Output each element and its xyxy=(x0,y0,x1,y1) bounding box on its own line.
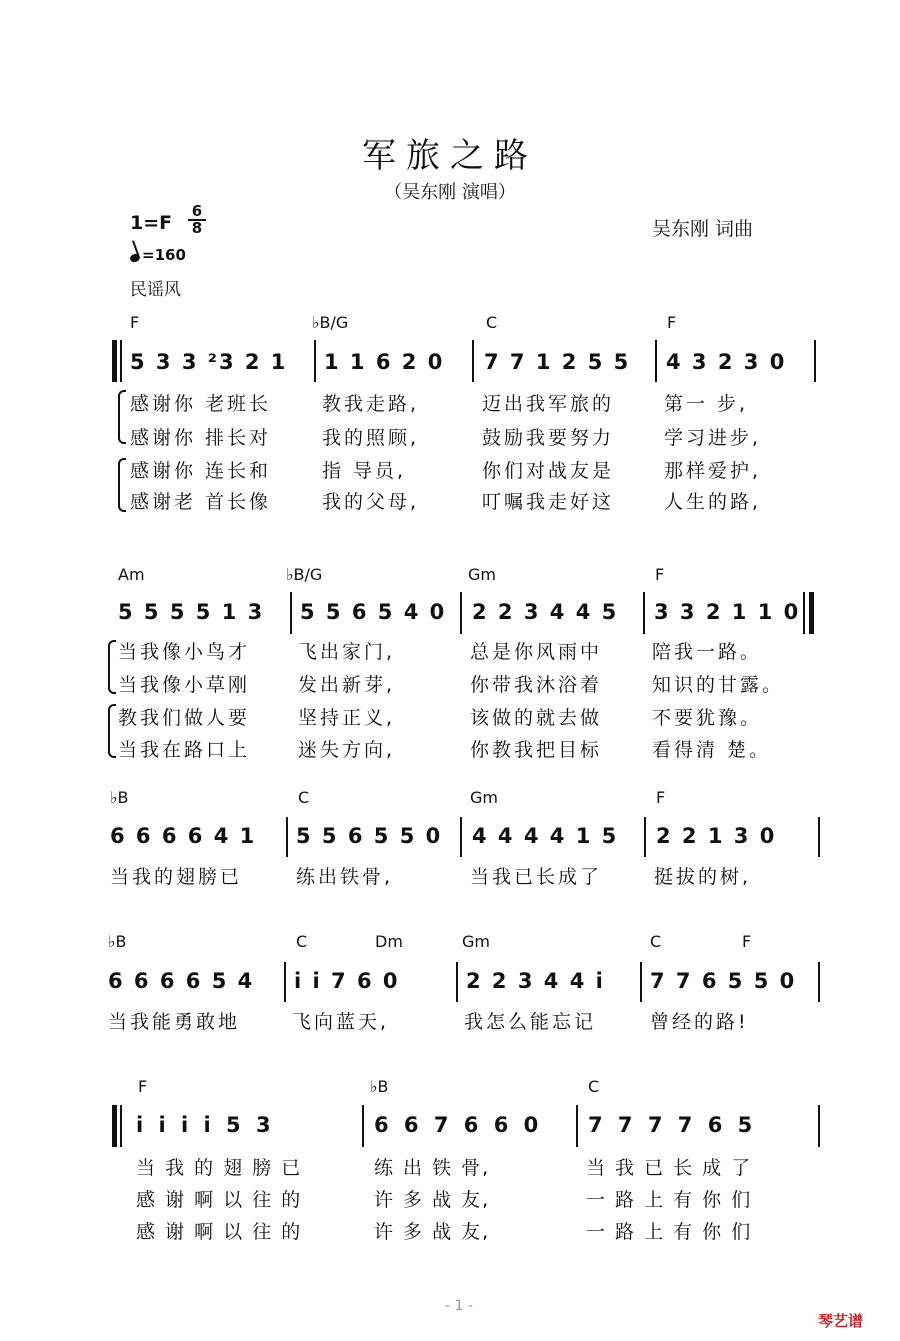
measure-notes: 6 6 7 6 6 0 xyxy=(374,1113,543,1137)
barline xyxy=(286,817,288,857)
chord-symbol: Gm xyxy=(470,788,498,807)
lyric-segment: 我的父母, xyxy=(322,491,420,513)
barline xyxy=(460,592,462,634)
repeat-start-barline xyxy=(112,1105,117,1147)
lyric-segment: 感谢老 首长像 xyxy=(130,491,272,513)
lyric-segment: 许 多 战 友, xyxy=(374,1221,491,1243)
measure-notes: 6 6 6 6 5 4 xyxy=(108,969,255,993)
lyric-segment: 你带我沐浴着 xyxy=(470,674,603,696)
page-number: - 1 - xyxy=(445,1298,473,1314)
lyric-segment: 我怎么能忘记 xyxy=(464,1011,597,1033)
chord-symbol: F xyxy=(742,932,752,951)
measure-notes: 2 2 3 4 4 5 xyxy=(472,600,619,624)
barline xyxy=(576,1105,578,1147)
lyric-segment: 你教我把目标 xyxy=(470,739,603,761)
measure-notes: 7 7 6 5 5 0 xyxy=(650,969,797,993)
lyric-segment: 感 谢 啊 以 往 的 xyxy=(136,1189,303,1211)
chord-symbol: C xyxy=(650,932,662,951)
lyric-segment: 当我的翅膀已 xyxy=(110,866,243,888)
tempo-mark: =160 xyxy=(130,246,186,264)
chord-symbol: C xyxy=(588,1077,600,1096)
chord-symbol: F xyxy=(138,1077,148,1096)
lyric-segment: 教我走路, xyxy=(322,393,420,415)
measure-notes: 6 6 6 6 4 1 xyxy=(110,824,257,848)
lyric-segment: 第一 步, xyxy=(664,393,749,415)
lyric-segment: 当 我 的 翅 膀 已 xyxy=(136,1157,303,1179)
lyric-segment: 鼓励我要努力 xyxy=(482,427,615,449)
chord-symbol: ♭B xyxy=(108,932,127,951)
measure-notes: 4 3 2 3 0 xyxy=(666,350,787,374)
barline xyxy=(655,340,657,382)
lyric-segment: 学习进步, xyxy=(664,427,762,449)
barline xyxy=(314,340,316,382)
measure-notes: 5 3 3 ²3 2 1 xyxy=(130,350,288,374)
lyric-segment: 当我像小鸟才 xyxy=(118,641,251,663)
lyric-segment: 陪我一路。 xyxy=(652,641,763,663)
lyric-segment: 当我像小草刚 xyxy=(118,674,251,696)
lyric-segment: 叮嘱我走好这 xyxy=(482,491,615,513)
measure-notes: 7 7 7 7 6 5 xyxy=(588,1113,757,1137)
chord-symbol: F xyxy=(655,565,665,584)
measure-notes: i i 7 6 0 xyxy=(294,969,400,993)
lyric-segment: 迈出我军旅的 xyxy=(482,393,615,415)
measure-notes: 7 7 1 2 5 5 xyxy=(484,350,631,374)
verse-brace xyxy=(108,704,116,758)
lyric-segment: 当 我 已 长 成 了 xyxy=(586,1157,753,1179)
measure-notes: 4 4 4 4 1 5 xyxy=(472,824,619,848)
barline xyxy=(456,962,458,1002)
lyric-segment: 知识的甘露。 xyxy=(652,674,785,696)
barline xyxy=(362,1105,364,1147)
lyric-segment: 飞向蓝天, xyxy=(292,1011,390,1033)
chord-symbol: Gm xyxy=(468,565,496,584)
lyric-segment: 发出新芽, xyxy=(298,674,396,696)
barline xyxy=(640,962,642,1002)
chord-symbol: ♭B xyxy=(110,788,129,807)
barline xyxy=(818,817,820,857)
measure-notes: 1 1 6 2 0 xyxy=(324,350,445,374)
chord-symbol: F xyxy=(656,788,666,807)
barline xyxy=(120,1105,122,1147)
lyric-segment: 我的照顾, xyxy=(322,427,420,449)
chord-symbol: C xyxy=(296,932,308,951)
barline xyxy=(818,962,820,1002)
repeat-end-barline xyxy=(803,592,805,634)
lyric-segment: 曾经的路! xyxy=(650,1011,749,1033)
quarter-note-icon xyxy=(129,253,141,264)
lyric-segment: 教我们做人要 xyxy=(118,707,251,729)
lyric-segment: 总是你风雨中 xyxy=(470,641,603,663)
lyric-segment: 感谢你 老班长 xyxy=(130,393,272,415)
lyric-segment: 许 多 战 友, xyxy=(374,1189,491,1211)
lyric-segment: 人生的路, xyxy=(664,491,762,513)
measure-notes: 5 5 6 5 4 0 xyxy=(300,600,447,624)
repeat-start-barline xyxy=(112,340,117,382)
measure-notes: 2 2 1 3 0 xyxy=(656,824,777,848)
chord-symbol: F xyxy=(130,313,140,332)
barline xyxy=(460,817,462,857)
lyric-segment: 练 出 铁 骨, xyxy=(374,1157,491,1179)
time-sig-numerator: 6 xyxy=(188,204,206,221)
barline xyxy=(814,340,816,382)
measure-notes: 2 2 3 4 4 i xyxy=(466,969,605,993)
lyric-segment: 那样爱护, xyxy=(664,460,762,482)
chord-symbol: Dm xyxy=(375,932,403,951)
chord-symbol: Am xyxy=(118,565,145,584)
chord-symbol: ♭B/G xyxy=(286,565,323,584)
measure-notes: 3 3 2 1 1 0 xyxy=(654,600,801,624)
lyric-segment: 感谢你 排长对 xyxy=(130,427,272,449)
barline xyxy=(290,592,292,634)
lyric-segment: 该做的就去做 xyxy=(470,707,603,729)
lyric-segment: 挺拔的树, xyxy=(654,866,752,888)
composer-credit: 吴东刚 词曲 xyxy=(652,218,754,240)
lyric-segment: 迷失方向, xyxy=(298,739,396,761)
lyric-segment: 练出铁骨, xyxy=(296,866,394,888)
measure-notes: i i i i 5 3 xyxy=(136,1113,275,1137)
lyric-segment: 当我能勇敢地 xyxy=(108,1011,241,1033)
barline xyxy=(472,340,474,382)
site-logo: 琴艺谱 xyxy=(818,1312,864,1330)
chord-symbol: ♭B/G xyxy=(312,313,349,332)
performer-subtitle: （吴东刚 演唱） xyxy=(384,182,516,203)
repeat-end-barline xyxy=(809,592,814,634)
lyric-segment: 你们对战友是 xyxy=(482,460,615,482)
barline xyxy=(120,340,122,382)
lyric-segment: 不要犹豫。 xyxy=(652,707,763,729)
lyric-segment: 一 路 上 有 你 们 xyxy=(586,1221,753,1243)
time-signature xyxy=(188,204,206,236)
verse-brace xyxy=(118,390,126,444)
lyric-segment: 当我已长成了 xyxy=(470,866,603,888)
barline xyxy=(644,817,646,857)
chord-symbol: Gm xyxy=(462,932,490,951)
lyric-segment: 感 谢 啊 以 往 的 xyxy=(136,1221,303,1243)
chord-symbol: ♭B xyxy=(370,1077,389,1096)
lyric-segment: 坚持正义, xyxy=(298,707,396,729)
chord-symbol: C xyxy=(486,313,498,332)
time-sig-denominator: 8 xyxy=(191,219,203,237)
lyric-segment: 飞出家门, xyxy=(298,641,396,663)
verse-brace xyxy=(108,640,116,694)
lyric-segment: 一 路 上 有 你 们 xyxy=(586,1189,753,1211)
chord-symbol: C xyxy=(298,788,310,807)
measure-notes: 5 5 5 5 1 3 xyxy=(118,600,265,624)
style-label: 民谣风 xyxy=(130,280,181,300)
chord-symbol: F xyxy=(667,313,677,332)
measure-notes: 5 5 6 5 5 0 xyxy=(296,824,443,848)
barline xyxy=(284,962,286,1002)
lyric-segment: 感谢你 连长和 xyxy=(130,460,272,482)
barline xyxy=(818,1105,820,1147)
key-signature: 1=F xyxy=(130,212,173,234)
verse-brace xyxy=(118,458,126,512)
lyric-segment: 指 导员, xyxy=(322,460,407,482)
barline xyxy=(643,592,645,634)
lyric-segment: 看得清 楚。 xyxy=(652,739,772,761)
lyric-segment: 当我在路口上 xyxy=(118,739,251,761)
song-title: 军旅之路 xyxy=(362,136,538,176)
